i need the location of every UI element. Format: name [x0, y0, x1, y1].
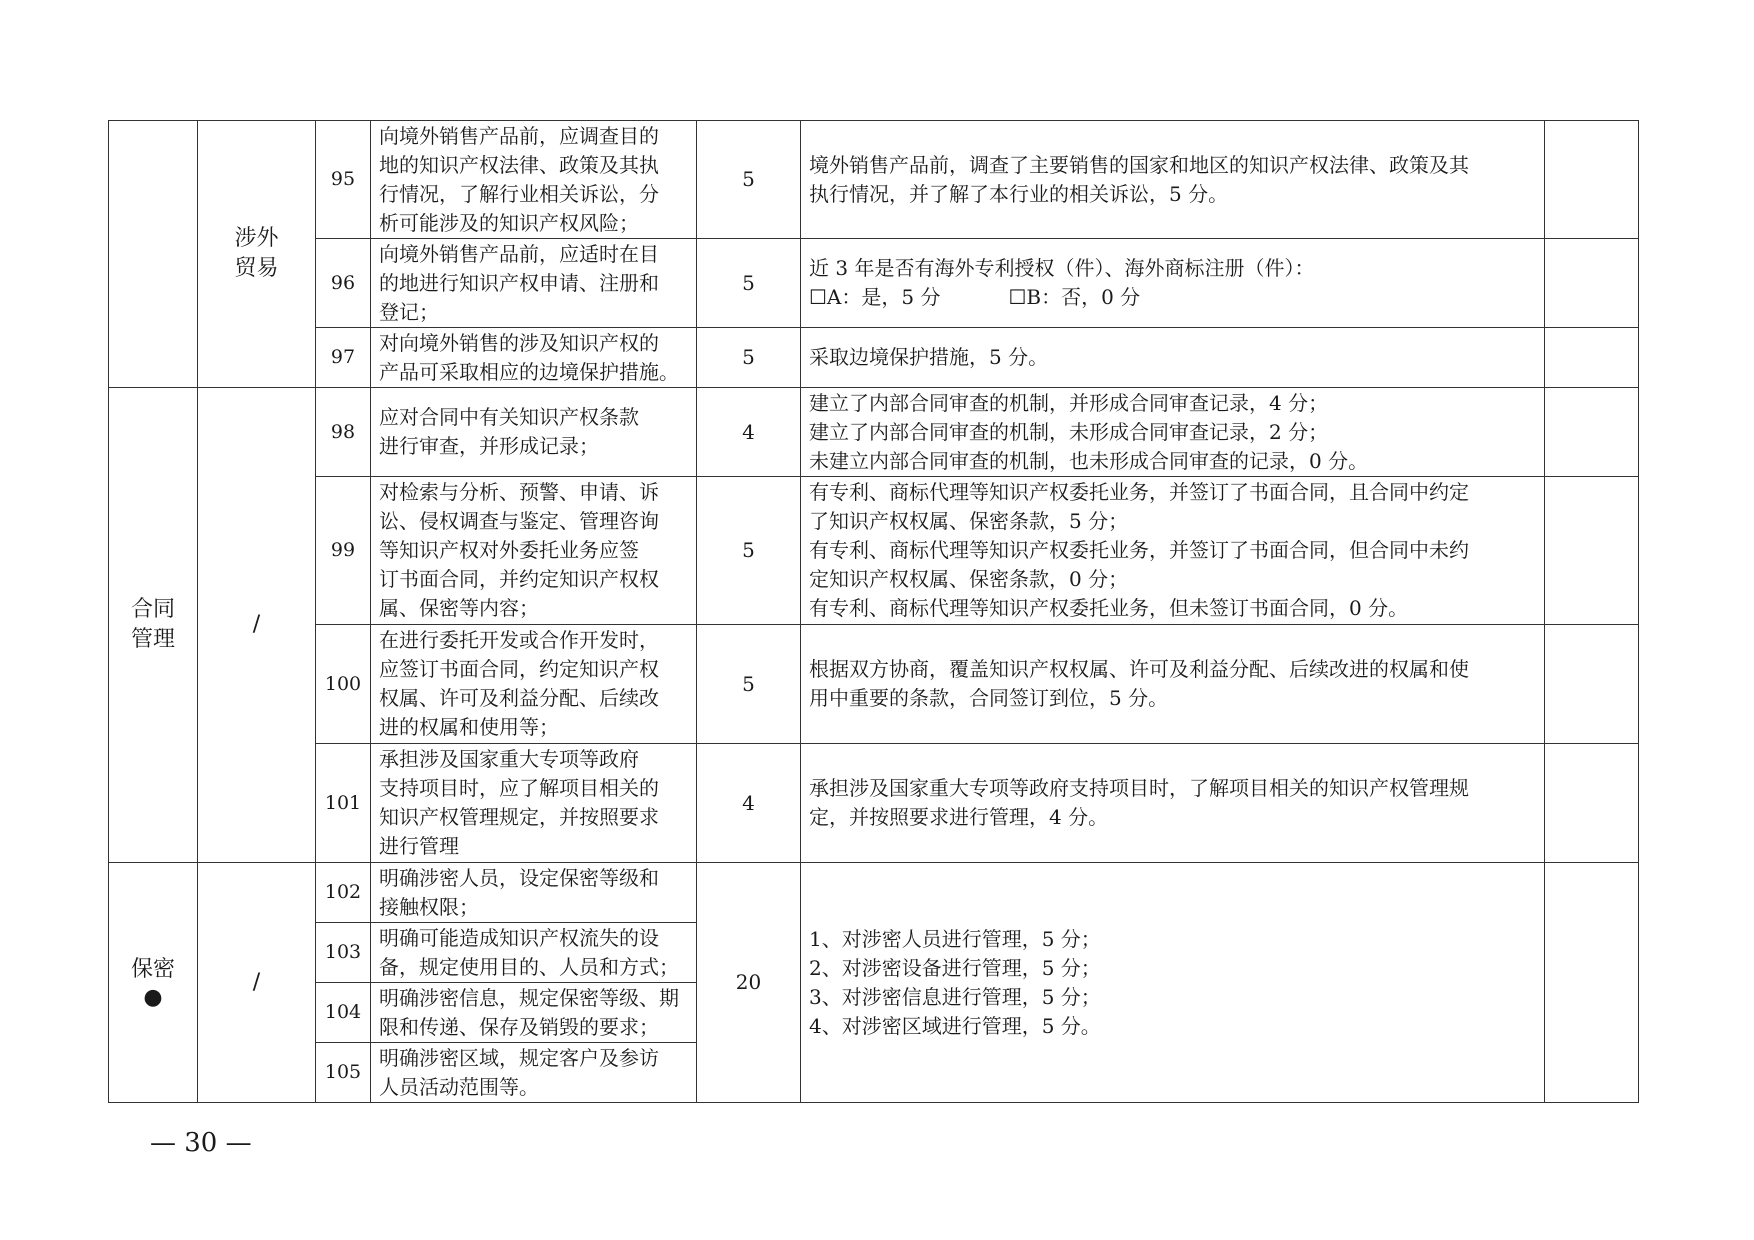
- criteria-line: 承担涉及国家重大专项等政府支持项目时，了解项目相关的知识产权管理规: [809, 776, 1469, 800]
- score-cell: 5: [697, 328, 801, 388]
- requirement-line: 析可能涉及的知识产权风险；: [379, 210, 639, 235]
- score-cell: 5: [697, 121, 801, 239]
- item-number: 98: [316, 388, 371, 477]
- category-contract-management: [109, 388, 198, 863]
- criteria-line: 近 3 年是否有海外专利授权（件）、海外商标注册（件）：: [809, 256, 1315, 280]
- requirement-cell: [371, 239, 697, 328]
- remarks-cell: [1545, 863, 1639, 1103]
- requirement-line: 备，规定使用目的、人员和方式；: [379, 954, 679, 979]
- item-number: 103: [316, 923, 371, 983]
- criteria-line: 4、对涉密区域进行管理，5 分。: [809, 1013, 1101, 1038]
- item-number: 105: [316, 1043, 371, 1103]
- remarks-cell: [1545, 239, 1639, 328]
- requirement-line: 向境外销售产品前，应适时在目: [379, 241, 659, 266]
- table-row-101: [109, 744, 1639, 863]
- score-cell: 5: [697, 625, 801, 744]
- requirement-line: 知识产权管理规定，并按照要求: [379, 805, 659, 829]
- table-row-96: [109, 239, 1639, 328]
- item-number: 104: [316, 983, 371, 1043]
- criteria-line: 2、对涉密设备进行管理，5 分；: [809, 955, 1101, 980]
- criteria-line: 有专利、商标代理等知识产权委托业务，但未签订书面合同，0 分。: [809, 596, 1409, 620]
- criteria-line: 未建立内部合同审查的机制，也未形成合同审查的记录，0 分。: [809, 448, 1369, 473]
- subcategory-slash: /: [198, 388, 316, 863]
- item-number: 97: [316, 328, 371, 388]
- criteria-cell: [801, 121, 1545, 239]
- requirement-cell: [371, 477, 697, 625]
- criteria-line: 了知识产权权属、保密条款，5 分；: [809, 509, 1129, 533]
- criteria-line: 境外销售产品前，调查了主要销售的国家和地区的知识产权法律、政策及其: [809, 152, 1469, 177]
- requirement-line: 接触权限；: [379, 894, 479, 919]
- requirement-line: 对向境外销售的涉及知识产权的: [379, 330, 659, 355]
- criteria-line: 采取边境保护措施，5 分。: [809, 345, 1049, 369]
- table-row-97: [109, 328, 1639, 388]
- category-line: 合同: [130, 597, 175, 622]
- requirement-line: 讼、侵权调查与鉴定、管理咨询: [379, 509, 659, 533]
- category-line: 保密: [130, 956, 175, 982]
- item-number: 96: [316, 239, 371, 328]
- subcategory-line: 涉外: [234, 226, 279, 251]
- subcategory-slash: /: [198, 863, 316, 1103]
- requirement-cell: [371, 625, 697, 744]
- requirement-line: 进行管理: [379, 834, 459, 858]
- requirement-line: 限和传递、保存及销毁的要求；: [379, 1014, 659, 1039]
- item-number: 102: [316, 863, 371, 923]
- criteria-line: 1、对涉密人员进行管理，5 分；: [809, 926, 1101, 951]
- subcategory-foreign-trade: [198, 121, 316, 388]
- score-cell: 5: [697, 477, 801, 625]
- requirement-cell: [371, 923, 697, 983]
- requirement-line: 明确涉密人员，设定保密等级和: [379, 865, 659, 890]
- item-number: 101: [316, 744, 371, 863]
- checkbox-option-b[interactable]: ☐B：否，0 分: [1008, 285, 1141, 309]
- criteria-cell: [801, 239, 1545, 328]
- requirement-line: 明确可能造成知识产权流失的设: [379, 925, 659, 950]
- remarks-cell: [1545, 477, 1639, 625]
- requirement-line: 属、保密等内容；: [379, 596, 539, 620]
- requirement-cell: [371, 121, 697, 239]
- table-row-95: [109, 121, 1639, 239]
- requirement-cell: [371, 744, 697, 863]
- score-cell: 4: [697, 744, 801, 863]
- requirement-line: 进行审查，并形成记录；: [379, 434, 599, 458]
- requirement-line: 对检索与分析、预警、申请、诉: [379, 480, 659, 504]
- table-row-99: [109, 477, 1639, 625]
- requirement-line: 进的权属和使用等；: [379, 715, 559, 739]
- requirement-line: 应对合同中有关知识产权条款: [379, 405, 639, 429]
- requirement-line: 人员活动范围等。: [379, 1074, 539, 1099]
- requirement-line: 的地进行知识产权申请、注册和: [379, 270, 659, 295]
- criteria-line: 3、对涉密信息进行管理，5 分；: [809, 984, 1101, 1009]
- criteria-cell: [801, 744, 1545, 863]
- criteria-cell: [801, 477, 1545, 625]
- requirement-cell: [371, 388, 697, 477]
- requirement-line: 在进行委托开发或合作开发时，: [379, 628, 659, 652]
- item-number: 100: [316, 625, 371, 744]
- remarks-cell: [1545, 388, 1639, 477]
- criteria-cell: [801, 863, 1545, 1103]
- requirement-line: 明确涉密区域，规定客户及参访: [379, 1045, 659, 1070]
- requirement-line: 行情况，了解行业相关诉讼，分: [379, 181, 659, 206]
- requirement-cell: [371, 863, 697, 923]
- requirement-cell: [371, 983, 697, 1043]
- item-number: 99: [316, 477, 371, 625]
- score-cell: 20: [697, 863, 801, 1103]
- requirement-line: 登记；: [379, 299, 439, 324]
- requirement-line: 地的知识产权法律、政策及其执: [379, 152, 659, 177]
- requirement-cell: [371, 328, 697, 388]
- requirement-line: 等知识产权对外委托业务应签: [379, 538, 639, 562]
- remarks-cell: [1545, 121, 1639, 239]
- requirement-line: 支持项目时，应了解项目相关的: [379, 776, 659, 800]
- criteria-line: 有专利、商标代理等知识产权委托业务，并签订了书面合同，但合同中未约: [809, 538, 1469, 562]
- criteria-line: 执行情况，并了解了本行业的相关诉讼，5 分。: [809, 181, 1229, 206]
- requirement-line: 产品可采取相应的边境保护措施。: [379, 359, 679, 384]
- category-cell-blank: [109, 121, 198, 388]
- table-row-102: [109, 863, 1639, 923]
- score-cell: 4: [697, 388, 801, 477]
- page-number: — 30 —: [150, 1128, 252, 1158]
- table-row-100: [109, 625, 1639, 744]
- ip-evaluation-table: [108, 120, 1639, 1103]
- checkbox-option-a[interactable]: ☐A：是，5 分: [809, 285, 941, 309]
- requirement-line: 明确涉密信息，规定保密等级、期: [379, 985, 679, 1010]
- table-row-98: [109, 388, 1639, 477]
- requirement-line: 承担涉及国家重大专项等政府: [379, 747, 639, 771]
- subcategory-line: 贸易: [234, 256, 279, 281]
- score-cell: 5: [697, 239, 801, 328]
- category-line: 管理: [130, 627, 175, 652]
- requirement-line: 应签订书面合同，约定知识产权: [379, 657, 659, 681]
- category-confidentiality: [109, 863, 198, 1103]
- requirement-line: 向境外销售产品前，应调查目的: [379, 123, 659, 148]
- requirement-line: 权属、许可及利益分配、后续改: [379, 686, 659, 710]
- criteria-line: 用中重要的条款，合同签订到位，5 分。: [809, 686, 1169, 710]
- key-item-marker: ●: [143, 984, 163, 1010]
- criteria-line: 定知识产权权属、保密条款，0 分；: [809, 567, 1129, 591]
- criteria-line: 有专利、商标代理等知识产权委托业务，并签订了书面合同，且合同中约定: [809, 480, 1469, 504]
- remarks-cell: [1545, 744, 1639, 863]
- criteria-line: 定，并按照要求进行管理，4 分。: [809, 805, 1109, 829]
- criteria-line: 建立了内部合同审查的机制，未形成合同审查记录，2 分；: [809, 419, 1329, 444]
- remarks-cell: [1545, 625, 1639, 744]
- item-number: 95: [316, 121, 371, 239]
- criteria-cell: [801, 388, 1545, 477]
- requirement-cell: [371, 1043, 697, 1103]
- remarks-cell: [1545, 328, 1639, 388]
- options-line: [809, 283, 1536, 312]
- criteria-line: 根据双方协商，覆盖知识产权权属、许可及利益分配、后续改进的权属和使: [809, 657, 1469, 681]
- criteria-cell: [801, 625, 1545, 744]
- criteria-cell: [801, 328, 1545, 388]
- requirement-line: 订书面合同，并约定知识产权权: [379, 567, 659, 591]
- criteria-line: 建立了内部合同审查的机制，并形成合同审查记录，4 分；: [809, 390, 1329, 415]
